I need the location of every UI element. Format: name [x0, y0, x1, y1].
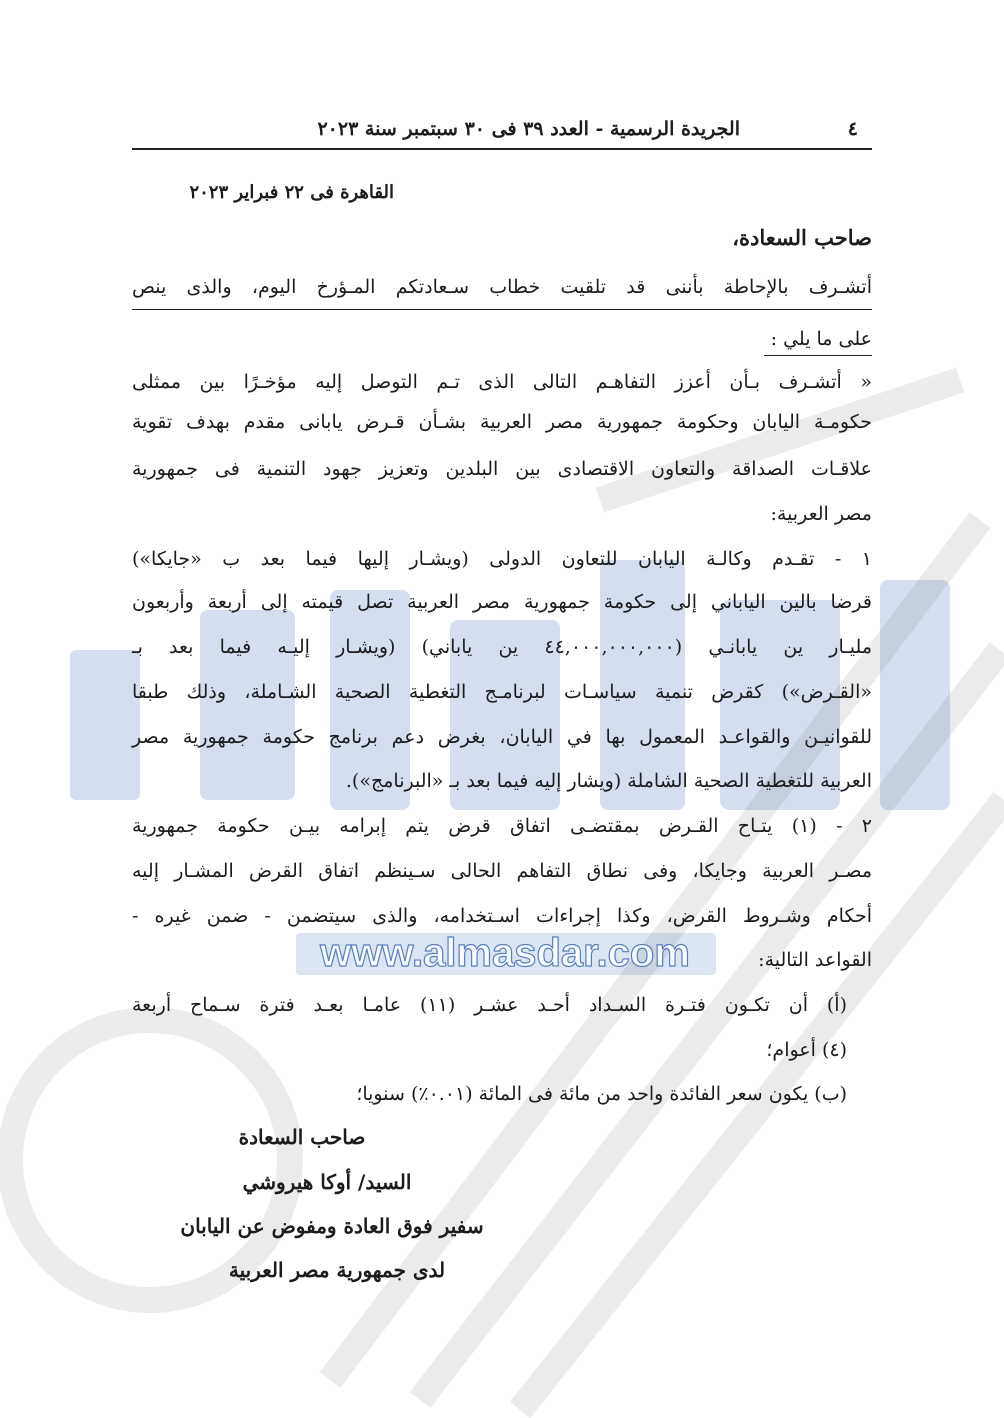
- underline-rule: [764, 355, 872, 356]
- letter-line: أتشـرف بالإحاطة بأننى قد تلقيت خطاب سـعادتكم المـؤرخ اليوم، والذى ينص: [132, 276, 872, 298]
- letter-line: ٢ - (١) يتـاح القـرض بمقتضـى اتفاق قرض يتم إبرامه بيـن حكومة جمهورية: [132, 815, 873, 837]
- letter-line: (٤) أعوام؛: [766, 1039, 847, 1061]
- signature-line: سفير فوق العادة ومفوض عن اليابان: [180, 1214, 484, 1238]
- letter-line: أحكام وشـروط القرض، وكذا إجراءات اسـتخدامه، والذى سيتضمن - ضمن غيره -: [132, 905, 872, 927]
- page-header: [132, 112, 872, 150]
- letter-line: للقوانيـن والقواعـد المعمول بها في اليابان، بغرض دعم برنامج حكومة جمهورية مصر: [132, 726, 872, 748]
- letter-line: علاقـات الصداقة والتعاون الاقتصادى بين البلدين وتعزيز جهود التنمية فى جمهورية: [132, 458, 872, 480]
- gazette-title: الجريدة الرسمية - العدد ٣٩ فى ٣٠ سبتمبر سنة ٢٠٢٣: [317, 118, 740, 140]
- signature-line: السيد/ أوكا هيروشي: [242, 1170, 412, 1194]
- letter-line: على ما يلي :: [770, 328, 872, 350]
- letter-line: مصـر العربية وجايكا، وفى نطاق التفاهم الحالى سـينظم اتفاق القرض المشـار إليه: [132, 860, 872, 882]
- letter-line: قرضا بالين الياباني إلى حكومة جمهورية مصر العربية تصل قيمته إلى أربعة وأربعون: [132, 591, 872, 613]
- letter-line: «القـرض») كقرض تنمية سياسـات لبرنامـج التغطية الصحية الشـاملة، وذلك طبقا: [132, 681, 872, 703]
- letter-line: حكومـة اليابان وحكومة جمهورية مصر العربية بشـأن قـرض يابانى مقدم بهدف تقوية: [132, 411, 872, 433]
- letter-line: ١ - تقـدم وكالـة اليابان للتعاون الدولى (ويشـار إليها فيما بعد ب «جايكا»): [132, 548, 872, 570]
- letter-line: القواعد التالية:: [758, 949, 872, 971]
- signature-line: لدى جمهورية مصر العربية: [228, 1258, 446, 1282]
- date-line: القاهرة فى ٢٢ فبراير ٢٠٢٣: [189, 182, 394, 203]
- letter-line: « أتشـرف بـأن أعزز التفاهـم التالى الذى تـم التوصل إليه مؤخـرًا بين ممثلى: [132, 371, 872, 393]
- page-number: ٤: [847, 118, 858, 140]
- salutation: صاحب السعادة،: [732, 225, 872, 250]
- watermark-site-text: www.almasdar.com: [320, 931, 690, 975]
- letter-line: (ب) يكون سعر الفائدة واحد من مائة فى المائة (٠.٠١٪) سنويا؛: [356, 1083, 847, 1105]
- letter-line: (أ) أن تكـون فتـرة السـداد أحـد عشـر (١١) عامـا بعـد فترة سـماح أربعة: [132, 994, 847, 1016]
- letter-line: العربية للتغطية الصحية الشاملة (ويشار إليه فيما بعد بـ «البرنامج»).: [345, 770, 872, 792]
- letter-line: مصر العربية:: [770, 503, 872, 525]
- underline-rule: [132, 309, 872, 310]
- letter-line: مليـار ين يابانـي (٤٤,٠٠٠,٠٠٠,٠٠٠ ين ياباني) (ويشـار إليـه فيما بعد بـ: [132, 636, 872, 658]
- signature-line: صاحب السعادة: [238, 1125, 366, 1149]
